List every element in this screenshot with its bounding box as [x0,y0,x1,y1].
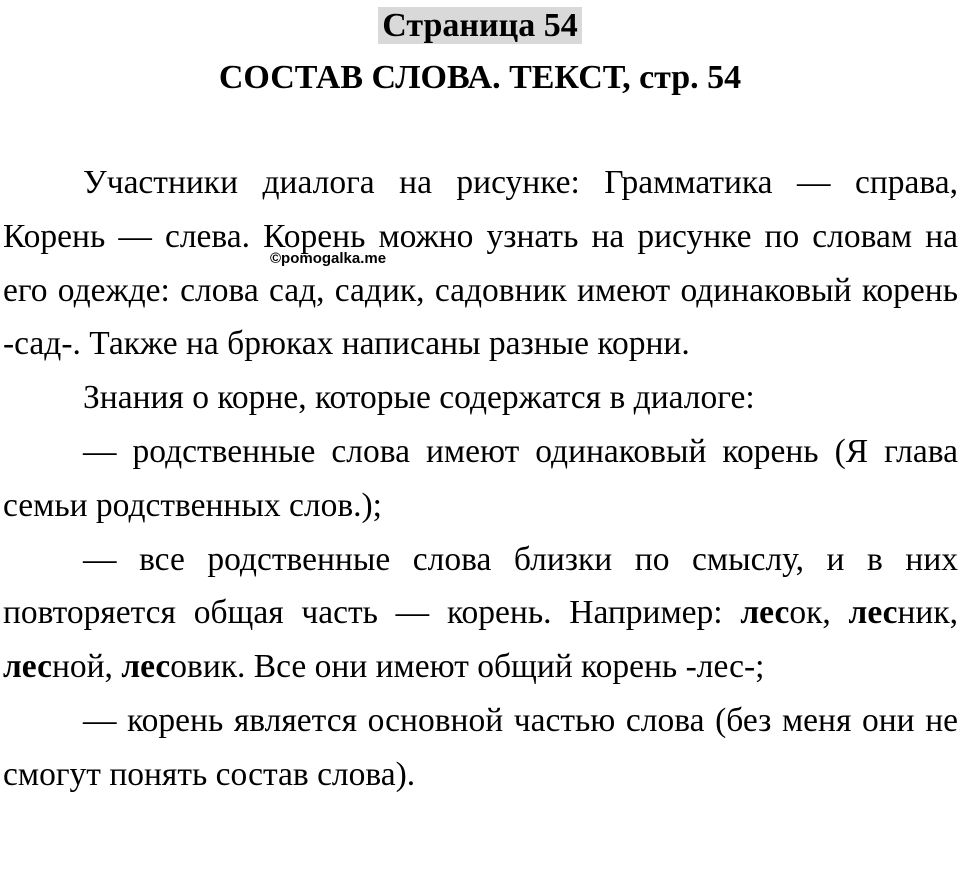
root-highlight: лес [121,648,171,686]
paragraph-related-words: — родственные слова имеют одинаковый корень (Я глава семьи родственных слов.); [3,432,958,524]
root-highlight: лес [740,594,790,632]
root-highlight: лес [848,594,898,632]
root-highlight: лес [3,648,52,686]
paragraph-common-part-lead: — все родственные слова близки по смыслу, и в них повторяется общая часть — корень. Например: [3,540,958,632]
page-label [0,6,960,46]
section-title: СОСТАВ СЛОВА. ТЕКСТ, стр. 54 [218,59,742,96]
watermark: ©pomogalka.me [270,250,387,267]
paragraph-participants: Участники диалога на рисунке: Грамматика — справа, Корень — слева. Корень можно узнать на рисунке по словам на его одежде: слова сад, садик, садовник имеют одинаковый корень -сад-. Также на брюках написаны разные корни. [3,164,958,363]
word-suffix: ок, [789,594,849,632]
page-label-text: Страница 54 [378,7,581,44]
paragraph-main-part: — корень является основной частью слова (без меня они не смогут понять состав слова). [3,701,958,793]
paragraph-common-part [3,533,958,694]
word-suffix: овик. Все они имеют общий корень -лес-; [170,648,765,686]
word-suffix: ной, [51,648,122,686]
paragraph-knowledge-intro: Знания о корне, которые содержатся в диалоге: [83,379,755,417]
document-body [3,156,958,802]
word-suffix: ник, [897,594,958,632]
